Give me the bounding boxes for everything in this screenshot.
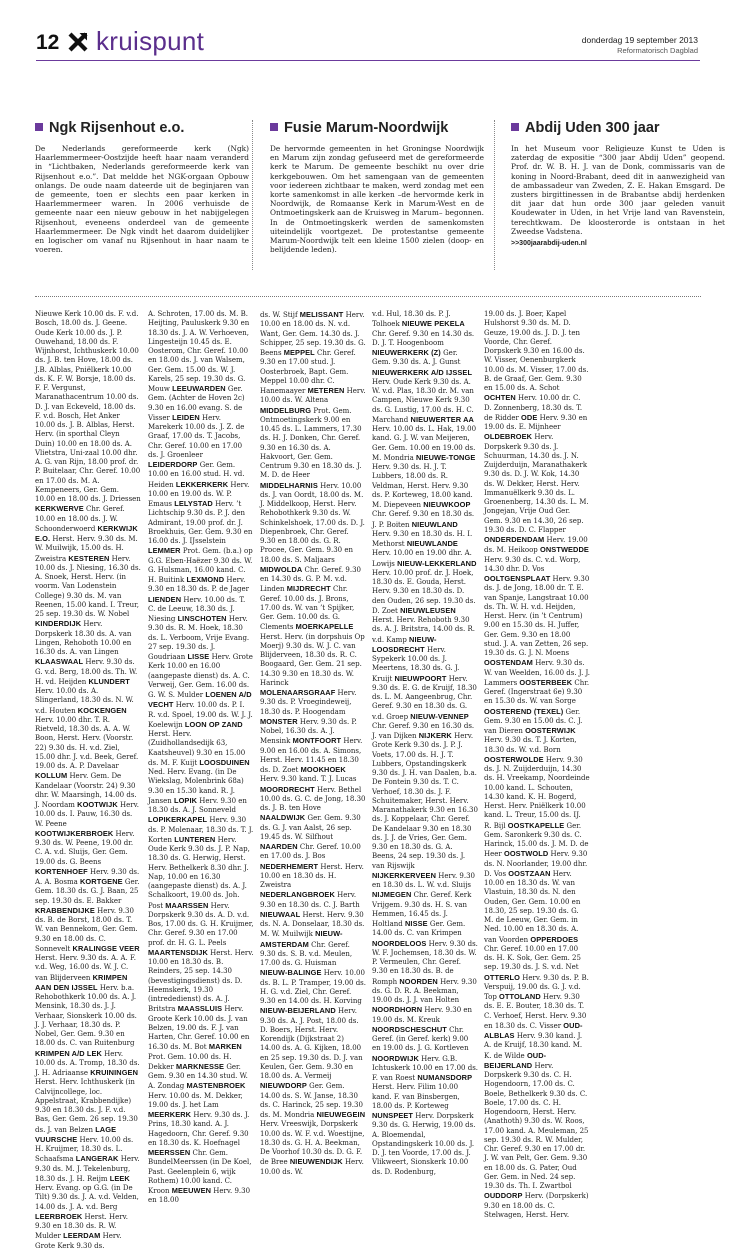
service-times: Prot. Gem. (b.a.) op G.G. Eben-Haëzer 9.30 ds. W. G. Hulsman, 16.00 kand. C. H. Buitink (148, 547, 253, 584)
service-times: Ger. Gem. 18.30 ds. G. J. Baan, 25 sep. 19.30 ds. E. Bakker (35, 878, 140, 905)
place-name: OTTOLAND (499, 992, 541, 1001)
place-name: KLUNDERT (88, 676, 130, 686)
service-times: Herv. 10.00 ds. H. Kruijmer, 18.30 ds. L. Schaafsma (35, 1135, 134, 1164)
service-times: Herv. 10.00 ds. T. C. de Leeuw, 18.30 ds. J. Niesing (148, 595, 246, 623)
service-times: Herv. 9.30 en 18.30 ds. L. W. v.d. Sluijs (372, 871, 476, 889)
service-times: Chr. Geref. (in Geref. kerk) 9.00 en 19.00 ds. J. G. Kortleven (372, 1025, 469, 1053)
service-times: Chr. Geref. 10.00 en 18.00 ds. J. W. Schoonderwoerd (35, 505, 125, 533)
bullet-square-icon (35, 123, 43, 131)
listing-text (260, 310, 366, 1177)
service-times: Herv. 10.00 en 19.00 ds. W. P. Emaus (148, 480, 250, 508)
place-name: OOSTWOLD (503, 849, 549, 859)
service-times: Chr. Geref. 9.30 en 18.30 ds. J. P. Boiten (372, 510, 475, 529)
article-title: Abdij Uden 300 jaar (525, 120, 660, 136)
service-times: Herv. 9.30 ds. A. J. Post, 18.00 ds. D. Boers, Herst. Herv. Korendijk (Dijkstraat 2) 14.00 ds. A. G. Kijken, 18.00 en 25 sep. 19.30 ds. D. J. van Keulen, Ger. Gem. 9.30 en 18.00 ds. A. Vermeij (260, 1007, 363, 1080)
service-times: Herv. 9.30 ds. W. van Weelden, 16.00 ds. J. J. Lammers (484, 659, 591, 687)
listing-column (484, 310, 591, 1219)
place-name: NIEUWLANDE (406, 539, 458, 548)
service-times: Herv. 10.00 ds. W. Altena (260, 387, 366, 405)
article-abdij-uden (511, 120, 725, 247)
place-name: KRIMPEN A/D LEK (35, 1048, 102, 1058)
page-number: 12 (36, 31, 60, 54)
service-times: Herv. 9.30 en 18.30 ds. H. I. Methorst (372, 529, 473, 548)
service-times: Herv. 9.30 kand. J. A. de Kruijf, 18.30 kand. M. K. de Wilde (484, 1032, 583, 1060)
place-name: ODE (521, 412, 538, 422)
service-times: Prot. Gem. 10.00 ds. H. Dekker (148, 1052, 232, 1071)
service-times: Ger. Gem. 9.30 en 15.00 ds. C. J. van Dieren (484, 707, 583, 735)
place-name: OUDDORP (484, 1191, 523, 1201)
service-times: Herv. 9.30 ds. N. Noorlander, 19.00 dhr. D. Vos (484, 850, 588, 878)
place-name: KRIMPEN AAN DEN IJSSEL (35, 972, 128, 992)
column-divider (252, 120, 253, 270)
listing-text (148, 310, 254, 1206)
place-name: NAALDWIJK (260, 813, 306, 823)
service-times: Herst. Herv. (Zuidhollandsedijk 63, Kaatsheuvel) 9.30 en 15.00 ds. M. F. Kuijt (148, 730, 246, 767)
place-name: MIDDELBURG (260, 405, 312, 415)
service-times: Ger. Gem. 14.00 ds. S. W. Janse, 18.30 ds. C. Harinck, 25 sep. 19.30 ds. M. Mondria (260, 1082, 363, 1119)
service-times: Herv. Evang. op G.G. (in De Tilt) 9.30 ds. J. A. v.d. Velden, 14.00 ds. J. A. v.d. Berg (35, 1184, 139, 1211)
service-times: Herv. Oude Kerk 9.30 ds. A. W. v.d. Plas, 18.30 dr. M. van Campen, Nieuwe Kerk 9.30 ds. G. Lustig, 17.00 ds. H. C. Marchand (372, 377, 474, 424)
service-times: Herst. Herv. Ichthuskerk (in Calvijncollege, loc. Appelstraat, Krabbendijke) 9.30 en 18.30 ds. J. F. v.d. Bas, Ger. Gem. 26 sep. 19.30 ds. J. van Belzen (35, 1078, 138, 1134)
listing-text (484, 310, 590, 1220)
publication-name: Reformatorisch Dagblad (617, 46, 698, 55)
service-times: Herv. 9.30 en 18.30 ds. C. J. Barth (260, 891, 360, 909)
service-times: Herv. 9.30 en 18.00 (148, 1187, 251, 1205)
place-name: MEPPEL (283, 348, 315, 357)
service-times: Herst. Herv. 10.00 en 18.30 ds. H. Zweistra (260, 862, 364, 889)
service-times: Chr. Geref. Kerk Vrijgem. 9.30 ds. H. S. van Hemmen, 16.45 ds. J. Holtland (372, 891, 472, 928)
listing-column (148, 310, 254, 1205)
place-name: KERKWIJK E.O. (35, 523, 138, 543)
service-times: Herv. 10.00 ds. J. Niesing, 16.30 ds. A. Snoek, Herst. Herv. (in voorm. Van Lodenstein College) 9.30 ds. M. van Reenen, 15.00 kand. I. Treur, 25 sep. 19.30 ds. W. Nobel (35, 554, 141, 618)
service-times: Herv. 10.00 en 19.00 dhr. A. Lowijs (372, 549, 472, 568)
service-times: Herv. Grote Kerk 9.30 ds. (35, 1232, 122, 1250)
service-times: Herv. 9.30 ds. G. v.d. Berg, 18.00 ds. Th. W. H. vd. Heijden (35, 658, 138, 686)
service-times: Herv. 9.30 en 19.00 ds. E. Mijnheer (484, 413, 588, 431)
service-times: Herv. 9.30 ds. J. Prins, 18.30 kand. A. J. Hagedoorn, Chr. Geref. 9.30 en 18.30 ds. K. Hoefnagel (148, 1111, 250, 1147)
place-name: NIJKERK (418, 731, 452, 740)
service-times: Chr. Geref. 10.00 ds. J. Brons, 17.00 ds. W. van ’t Spijker, Ger. Gem. 10.00 ds. G. Clements (260, 585, 355, 632)
place-name: OOSTEREND (TEXEL) (484, 706, 564, 716)
place-name: NIEUWE PEKELA (401, 319, 465, 329)
place-name: MEEUWEN (171, 1186, 212, 1195)
place-name: METEREN (307, 386, 345, 395)
place-name: NIEUWAAL (260, 909, 301, 919)
service-times: Herv. Marekerk 10.00 ds. J. Z. de Graaf, 17.00 ds. T. Jacobs, Chr. Geref. 10.00 en 17.00 ds. J. Groenleer (148, 413, 245, 459)
listing-text (372, 310, 478, 1177)
service-times: Herv. 9.30 ds. P. Nobel, 16.30 ds. A. J. Mensink (260, 717, 357, 746)
service-times: Herv. Dorpskerk 18.30 ds. A. van Lingen, Rehoboth 10.00 en 16.30 ds. A. van Lingen (35, 620, 132, 656)
service-times: Herv. 9.30 ds. A. A. Bosma (35, 867, 140, 886)
church-services-listing (35, 310, 703, 1250)
place-name: OLDEBROEK (484, 432, 533, 442)
place-name: MAARTENSDIJK (148, 947, 208, 957)
service-times: Herv. 9.30 ds. E. E. Bouter, 18.30 ds. T. C. Verhoef, Herst. Herv. 9.30 en 18.30 ds. C. Visser (484, 993, 587, 1030)
place-name: MOERKAPELLE (295, 622, 354, 632)
listing-column (372, 310, 479, 1176)
page-header (0, 0, 738, 64)
place-name: KORTENHOEF (35, 866, 88, 876)
place-name: NUMANSDORP (417, 1073, 473, 1082)
place-name: LEEK (109, 1173, 130, 1183)
place-name: NEDERHEMERT (260, 861, 319, 871)
place-name: LEEUWARDEN (172, 384, 226, 393)
place-name: OCHTEN (484, 393, 516, 403)
place-name: KRABBENDIJKE (35, 905, 95, 915)
issue-date: donderdag 19 september 2013 (581, 35, 698, 45)
service-times: Herst. Herv. Filim 10.00 kand. F. van Binsbergen, 18.00 ds. P. Korteweg (372, 1083, 460, 1110)
place-name: NOORDSCHESCHUT (372, 1024, 447, 1034)
article-title: Ngk Rijsenhout e.o. (49, 120, 185, 136)
service-times: Herv. 10.00 ds. M. Dekker, 19.00 ds. J. het Lam (148, 1091, 243, 1109)
place-name: MEERSSEN (148, 1148, 191, 1157)
service-times: Herv. 10.00 dr. C. D. Zonnenberg, 18.30 ds. T. de Ridder (484, 394, 583, 422)
service-times: Chr. Geref. 9.30 en 16.30 ds. J. van Dijken (372, 721, 475, 740)
article-body: De hervormde gemeenten in het Groningse Noordwijk en Marum zijn zondag gefuseerd met de gereformeerde kerk te Marum. De gemeente beschikt nu over drie kerkgebouwen. Om het samengaan van de gemeenten voor iedereen zichtbaar te maken, werd zondag met een korte samenkomst in alle kerken –de hervormde kerk in Noordwijk, de Romaanse Kerk in Marum-West en de Ontmoetingskerk aan de Kruisweg in Marum– begonnen. In de Ontmoetingskerk werden de samenkomsten uiteindelijk voortgezet. De protestantse gemeente Marum-Noordwijk telt een kleine 1500 zielen (doop- en belijdende leden). (270, 144, 484, 255)
place-name: MOLENAARSGRAAF (260, 688, 336, 697)
place-name: NAARDEN (260, 842, 298, 851)
service-times: Ger. Gem. Saronkerk 9.30 ds. C. Harinck, 15.00 ds. J. M. D. de Heer (484, 821, 589, 859)
service-times: Herv. 9.30 kand. T. J. Lucas (260, 775, 357, 784)
place-name: NOORDHORN (372, 1005, 423, 1015)
place-name: MARKEN (208, 1042, 242, 1052)
service-times: Herv. 10.00 ds. J. van Oordt, 18.00 ds. M. J. Middelkoop, Herst. Herv. Rehobothkerk 9.30 ds. W. Schinkelshoek, 17.00 ds. D. J. Diepenbroek, Chr. Geref. 9.30 en 18.00 ds. G. R. Procee, Ger. Gem. 9.30 en 18.00 ds. S. Maljaars (260, 481, 365, 564)
place-name: NIEUW-BEIJERLAND (260, 1006, 336, 1016)
place-name: LEIDERDORP (148, 460, 198, 469)
service-times: Herv. 9.30 ds. H. J. T. Lubbers, 18.00 ds. R. Veldman, Herst. Herv. 9.30 ds. P. Korteweg, 18.00 kand. M. Diepeveen (372, 463, 473, 509)
place-name: OUD-ALBLAS (484, 1020, 583, 1040)
article-heading (511, 120, 725, 137)
article-ngk-rijsenhout (35, 120, 249, 254)
service-times: Herst. Herv. Rehoboth 9.30 ds. A. J. Britstra, 14.00 ds. R. v.d. Kamp (372, 616, 475, 644)
place-name: NIJMEGEN (372, 890, 412, 900)
place-name: MOORDRECHT (260, 784, 315, 794)
service-times: Herv. Grote Kerk 9.30 ds. J. P. J. Voets, 17.00 ds. H. J. T. Lubbers, Opstandingskerk 9.30 ds. J. H. van Daalen, b.a. De Fontein 9.30 ds. T. C. Verhoef, 18.30 ds. J. F. Schuitemaker, Herst. Herv. Maranathakerk 9.30 en 16.30 ds. J. Koppelaar, Chr. Geref. De Kandelaar 9.30 en 18.30 ds. J. J. de Vries, Ger. Gem. 9.30 en 18.30 ds. G. A. Beens, 24 sep. 19.30 ds. J. van Rijswijk (372, 732, 478, 870)
service-times: Chr. Geref. 9.30 en 14.30 ds. G. P. M. v.d. Linden (260, 565, 361, 594)
service-times: Herv. 10.00 en 18.30 ds. W. van Vlastuin, 18.30 ds. N. den Ouden, Ger. Gem. 10.00 en 18.30, 25 sep. 19.30 ds. G. M. de Leeuw, Ger. Gem. in Ned. 10.00 en 18.30 ds. A. van Voorden (484, 869, 581, 944)
place-name: KESTEREN (68, 553, 110, 563)
place-name: OPPERDOES (530, 934, 579, 944)
service-times: Herv. 10.00 prof. dr. J. Hoek, 18.30 ds. E. Gouda, Herst. Herv. 9.30 en 18.30 ds. D. den Ouden, 26 sep. 19.30 ds. D. Zoet (372, 568, 476, 615)
listing-text (35, 310, 141, 1251)
place-name: NIJKERKERVEEN (372, 870, 437, 880)
service-times: Ger. Gem. (Achter de Hoven 2c) 9.30 en 16.00 evang. S. de Visser (148, 385, 245, 422)
place-name: OOSTERWOLDE (484, 754, 544, 764)
place-name: ONSTWEDDE (540, 545, 589, 555)
service-times: Herv. 9.30 ds. P. Vroegindeweij, 18.30 ds. P. Hoogendam (260, 689, 357, 716)
place-name: NIEUW-LEKKERLAND (397, 558, 477, 568)
service-times: Ger. Gem. 9.30 ds. A. J. Gunst (372, 349, 461, 367)
service-times: Herv. b.a. Rehobothkerk 10.00 ds. A. J. Mensink, 18.30 ds. J. J. Verhaar, Sionskerk 10.00 ds. J. J. Verhaar, 18.30 ds. P. Nobel, Ger. Gem. 9.30 en 18.00 ds. C. van Ruitenburg (35, 983, 137, 1048)
place-name: KERKWERVE (35, 504, 84, 514)
place-name: MEERKERK (148, 1110, 192, 1119)
service-times: Herv. 9.30 ds. M. J. Tekelenburg, 18.30 ds. J. H. Reijm (35, 1155, 140, 1183)
place-name: NIEUWEGEIN (316, 1110, 366, 1119)
place-name: KINDERDIJK (35, 619, 82, 629)
place-name: NIEUW-BALINGE (260, 968, 322, 978)
place-name: LOENEN A/D VECHT (148, 690, 252, 710)
place-name: MASTENBROEK (186, 1081, 246, 1091)
place-name: LISSE (187, 652, 210, 661)
place-name: KRALINGSE VEER (72, 943, 140, 953)
service-times: Ger. Gem. 14.00 ds. C. van Krimpen (372, 920, 466, 938)
service-times: Herv. 9.30 ds. W. Peene, 19.00 dr. C. A. v.d. Sluijs, Ger. Gem. 19.00 ds. G. Beens (35, 829, 135, 866)
service-times: Herst. Herv. 9.30 ds. M. W. Muilwijk, 15.00 ds. H. Zweistra (35, 535, 138, 563)
place-name: LANGERAK (75, 1154, 119, 1164)
place-name: NOORDEN (399, 976, 438, 986)
place-name: LEERBROEK (35, 1211, 83, 1221)
service-times: Herv. G.B. Ichtuskerk 10.00 en 17.00 ds. F. van Roest (372, 1054, 479, 1082)
place-name: MONTFOORT (292, 736, 342, 746)
place-name: MELISSANT (299, 310, 344, 319)
article-fusie-marum (270, 120, 484, 254)
service-times: Herv. 9.30 ds. E. G. de Kruijf, 18.30 ds. L. M. Aangeenbrug, Chr. Geref. 9.30 en 18.30 ds. G. v.d. Groep (372, 674, 477, 721)
place-name: OUD-BEIJERLAND (484, 1050, 547, 1070)
service-times: Herv. 9.30 en 18.30 ds. P. de Jager (148, 576, 250, 594)
place-name: LOPIK (173, 795, 198, 805)
service-times: ds. W. Stijf (260, 311, 300, 319)
place-name: LOON OP ZAND (184, 719, 243, 729)
place-name: NIEUW-VENNEP (410, 711, 469, 721)
place-name: NIEUWENDIJK (289, 1157, 343, 1167)
article-heading (35, 120, 249, 137)
service-times: Ger. Gem. 9.30 ds. G. J. van Aalst, 26 sep. 19.45 ds. W. Silfhout (260, 814, 361, 841)
place-name: NOORDWIJK (372, 1053, 419, 1063)
place-name: OOSTENDAM (484, 658, 533, 668)
service-times: Herv. 9.30 ds. R. M. Hoek, 18.30 ds. L. Verboom, Vrije Evang. 27 sep. 19.30 ds. J. Goudriaan (148, 615, 250, 661)
place-name: KORTGENE (80, 877, 123, 886)
service-times: Herv. (Dorpskerk) 9.30 en 18.00 ds. C. Stelwagen, Herst. Herv. (484, 1192, 589, 1219)
place-name: NIEUW-AMSTERDAM (260, 929, 343, 949)
service-times: Chr. Geref. 9.30 en 17.00 stud. J. Oosterbroek, Bapt. Gem. Meppel 10.00 dhr. C. Hanemaayer (260, 349, 356, 395)
bullet-square-icon (270, 123, 278, 131)
place-name: LOPIKERKAPEL (148, 815, 208, 825)
place-name: NEDERLANGBROEK (260, 890, 335, 900)
listing-column (260, 310, 366, 1176)
service-times: Herv. 9.30 ds. P. Molenaar, 18.30 ds. T. J. Korten (148, 816, 254, 844)
service-times: v.d. Hul, 18.30 ds. P. J. Tolhoek (372, 310, 451, 329)
place-name: NIEUWERTER AA (410, 414, 474, 424)
place-name: MOOKHOEK (300, 765, 346, 774)
place-name: LEXMOND (186, 575, 225, 584)
service-times: Herv. 19.00 ds. M. Heikoop (484, 536, 588, 555)
place-name: NOORDELOOS (372, 938, 427, 948)
place-name: NIEUWLEUSEN (400, 605, 456, 615)
place-name: LUNTEREN (174, 834, 216, 844)
place-name: MONSTER (260, 716, 298, 726)
place-name: OTTERLO (484, 972, 521, 982)
place-name: NIEUW-LOOSDRECHT (372, 634, 437, 654)
service-times: Ger. Gem. 9.30 en 14.30 stud. W. A. Zondag (148, 1062, 248, 1091)
place-name: MIJDRECHT (286, 584, 331, 594)
listing-column (35, 310, 141, 1250)
service-times: Herv. 9.30 ds. G. D. R. A. Beekman, 19.00 ds. J. J. van Holten (372, 977, 477, 1004)
service-times: Herv. Groote Kerk 10.00 ds. J. van Belzen, 19.00 ds. F. J. van Harten, Chr. Geref. 10.00 en 16.30 ds. M. Bot (148, 1005, 250, 1052)
service-times: Chr. Geref. 10.00 en 17.00 ds. H. K. Sok, Ger. Gem. 25 sep. 19.30 ds. J. S. v.d. Net (484, 944, 581, 972)
service-times: Nieuwe Kerk 10.00 ds. F. v.d. Bosch, 18.00 ds. J. Geene. Oude Kerk 10.00 ds. J. P. Ouwehand, 18.00 ds. F. Wijnhorst, Ichthuskerk 10.00 ds. J. B. ten Hove, 18.00 ds. J.B. Alblas, Pniëlkerk 10.00 ds. K. F. W. Borsje, 18.00 ds. F. F. Vergunst, Maranathacentrum 10.00 ds. D. J. van Eckeveld, 18.00 ds. F. v.d. Bosch, Het Anker 10.00 ds. J. B. Alblas, Herst. Herv. (in sporthal Cleyn Duin) 10.00 en 18.00 ds. A. Vlietstra, Uni-zaal 10.00 dhr. A. G. van Rijn, 18.00 prof. dr. P. Buitelaar, Chr. Geref. 10.00 en 17.00 ds. M. A. Kempeneers, Ger. Gem. 10.00 en 18.00 ds. J. Driessen (35, 310, 141, 503)
service-times: Herv. Vreeswijk, Dorpskerk 10.00 ds. W. F. v.d. Woestijne, 18.30 ds. G. H. A. Beekman, De Voorhof 10.30 ds. D. G. F. de Bree (260, 1120, 365, 1167)
service-times: Herst. Herv. 10.00 en 18.30 ds. B. Reinders, 25 sep. 14.30 (bevestigingsdienst) ds. D. Heemskerk, 19.30 (intrededienst) ds. A. J. Britstra (148, 948, 254, 1014)
service-times: Chr. Geref. 10.00 en 17.00 ds. J. Bos (260, 843, 361, 861)
service-times: A. Schroten, 17.00 ds. M. B. Heijting, Pauluskerk 9.30 en 18.30 ds. J. A. W. Verhoeven, Lingesteijn 10.45 ds. E. Oosterom, Chr. Geref. 10.00 en 18.00 ds. J. van Walsem, Ger. Gem. 15.00 ds. W. J. Karels, 25 sep. 19.30 ds. G. Mouw (148, 310, 250, 393)
kruispunt-logo-icon (67, 31, 89, 53)
service-times: Chr. Geref. 9.30 ds. S. B. v.d. Meulen, 17.00 ds. G. Huisman (260, 940, 353, 967)
service-times: Herv. 9.30 en 19.00 ds. M. Kreuk (372, 1006, 473, 1024)
place-name: OOSTZAAN (508, 868, 551, 878)
place-name: LOOSDUINEN (199, 757, 250, 767)
place-name: LEMMER (148, 546, 181, 556)
place-name: KLAASWAAL (35, 657, 84, 667)
service-times: Herv. Bethel 10.00 ds. G. C. de Jong, 18.30 ds. J. B. ten Hove (260, 785, 366, 812)
place-name: OOSTERBEEK (519, 677, 573, 687)
service-times: Herv. 10.00 ds. B. L. P. Tramper, 19.00 ds. H. G. v.d. Ziel, Chr. Geref. 9.30 en 14.00 ds. H. Korving (260, 969, 366, 1005)
bullet-square-icon (511, 123, 519, 131)
place-name: MIDWOLDA (260, 564, 303, 574)
article-heading (270, 120, 484, 137)
service-times: Chr. Geref. (Ingerstraat 6e) 9.30 en 15.30 ds. W. van Sorge (484, 678, 590, 706)
place-name: LELYSTAD (174, 499, 213, 508)
service-times: Chr. Geref. 9.30 en 14.30 ds. D. J. T. Hoogenboom (372, 329, 475, 347)
place-name: NIEUWERKERK A/D IJSSEL (372, 367, 473, 377)
place-name: NIEUWPOORT (394, 673, 447, 683)
place-name: LEKKERKERK (175, 479, 229, 489)
service-times: Herv. 9.30 ds. J. de Jong, 18.00 dr. T. E. van Spanje, Langstraat 10.00 ds. Th. W. H. v.d. Heijden, Herst. Herv. (in ’t Centrum) 9.00 en 15.30 ds. H. Juffer, Ger. Gem. 9.30 en 18.00 stud. J. A. van Zetten, 26 sep. 19.30 ds. G. J. N. Moens (484, 575, 590, 657)
service-times: Prot. Gem. Ontmoetingskerk 9.00 en 10.45 ds. L. Lammers, 17.30 ds. H. J. Donken, Chr. Geref. 9.30 en 16.30 ds. A. Hakvoort, Ger. Gem. Centrum 9.30 en 18.30 ds. J. M. D. de Heer (260, 406, 362, 480)
service-times: Herv. 10.00 ds. A. Tromp, 18.30 ds. J. H. Adriaanse (35, 1049, 140, 1077)
place-name: LINSCHOTEN (177, 614, 227, 623)
place-name: NIEUWLAND (411, 519, 458, 529)
place-name: NIEUWE-TONGE (415, 452, 476, 462)
service-times: Herv. 9.30 ds. T. J. Korten, 18.30 ds. W. v.d. Born (484, 736, 577, 754)
article-body: In het Museum voor Religieuze Kunst te Uden is zaterdag de expositie “300 jaar Abdij Uden” geopend. Prof. dr. W. B. H. J. van de Donk, commissaris van de koning in Noord-Brabant, deed dit in aanwezigheid van de ambassadeur van Zweden, Z. E. Hakan Emsgard. De zusters birgittinessen in de Brabantse abdij herdenken dit jaar dat hun orde 300 jaar geleden vanuit Koudewater in Uden, in het Vrije land van Ravenstein, terechtkwam. De kloosterorde is ontstaan in het Zweedse Vadstena. (511, 144, 725, 236)
service-times: Herv. Grote Kerk 10.00 en 16.00 (aangepaste dienst) ds. A. C. Verweij, Ger. Gem. 16.00 ds. G. W. S. Mulder (148, 653, 253, 699)
service-times: Herv. 10.00 dhr. T. R. Rietveld, 18.30 ds. A. A. W. Boon, Herst. Herv. (Voorstr. 22) 9.30 ds. H. v.d. Ziel, 15.00 dhr. J. v.d. Beek, Geref. 19.00 ds. A. P. Davelaar (35, 715, 139, 770)
place-name: KOCKENGEN (77, 705, 127, 715)
place-name: NIEUWERKERK (Z) (372, 348, 441, 357)
service-times: Herv. Sypekerk 10.00 ds. J. Meertens, 18.30 ds. G. J. Kruijt (372, 645, 460, 683)
service-times: Herv. ’t Lichtschip 9.30 ds. P. J. den Admirant, 19.00 prof. dr. J. Broekhuis, Ger. Gem. 9.30 en 16.00 ds. J. IJsselstein (148, 500, 253, 545)
service-times: Herv. 10.00 ds. L. Hak, 19.00 kand. G. J. W. van Meijeren, Ger. Gem. 10.00 en 19.00 ds. M. Mondria (372, 425, 477, 462)
service-times: Herst. Herv. 9.30 ds. N. A. Donselaar, 18.30 ds. M. W. Muilwijk (260, 910, 365, 939)
place-name: LEIDEN (172, 412, 200, 422)
service-times: Herv. Dorpskerk 9.30 ds. A. D. v.d. Bos, 17.00 ds. G. H. Kruijmer, Chr. Geref. 9.30 en 17.00 prof. dr. H. G. L. Peels (148, 901, 254, 947)
place-name: LAGE VUURSCHE (35, 1124, 117, 1144)
place-name: NISSE (405, 919, 428, 928)
place-name: OOSTERWIJK (525, 726, 576, 735)
service-times: Ger. Gem. 10.00 en 16.00 stud. H. vd. Heiden (148, 461, 245, 489)
article-body: De Nederlands gereformeerde kerk (Ngk) Haarlemmermeer-Oostzijde heeft haar naam veranderd in “Lichtbaken, Nederlands gereformeerde kerk van Rijsenhout e.o.”. Dat meldde het NGK-orgaan Opbouw onlangs. De oude naam dateerde uit de beginjaren van de gemeente, toen er slechts een paar kerken in Haarlemmermeer waren. In 2006 verhuisde de gemeente naar een nieuw gebouw in het nabijgelegen Rijsenhout, eveneens onderdeel van de gemeente Haarlemmermeer. De Ngk vindt het daarom duidelijker en logischer om vanaf nu Rijsenhout in haar naam te voeren. (35, 144, 249, 255)
place-name: LIENDEN (148, 594, 182, 604)
place-name: NUNSPEET (372, 1111, 414, 1120)
header-divider (36, 60, 700, 61)
service-times: Ned. Herv. Evang. (in De Wiekslag, Molenbrink 68a) 9.30 en 15.30 kand. R. J. Jansen (148, 768, 244, 805)
service-times: Herv. 10.00 ds. I. Pauw, 16.30 ds. W. Peene (35, 801, 139, 828)
service-times: Herv. Dorpskerk 9.30 ds. G. Herwig, 19.00 ds. A. Bloemendal, Opstandingskerk 10.00 ds. J. D. J. ten Voorde, 17.00 ds. J. Vlikweert, Sionskerk 10.00 ds. D. Rodenburg, (372, 1112, 476, 1176)
service-times: Herv. 10.00 en 18.00 ds. N. v.d. Want, Ger. Gem. 14.30 ds. J. Schipper, 25 sep. 19.30 ds. G. Beens (260, 311, 366, 357)
service-times: Herv. 9.30 ds. C. v.d. Worp, 14.30 dhr. D. Vos (484, 555, 581, 573)
place-name: NIEUWDORP (260, 1081, 307, 1091)
place-name: MAARSSEN (165, 900, 209, 910)
service-times: Herv. 9.30 ds. W. F. Jochemsen, 18.30 ds. W. P. Vermeulen, Chr. Geref. 9.30 en 18.30 ds. B. de Romph (372, 939, 478, 986)
service-times: Herv. Dorpskerk 9.30 ds. C. H. Hogendoorn, 17.00 ds. C. Boele, Bethelkerk 9.30 ds. C. Boele, 17.00 ds. C. H. Hogendoorn, Herst. Herv. (Anathoth) 9.30 ds. W. Roos, 17.00 kand. A. Meuleman, 25 sep. 19.30 ds. R. W. Mulder, Chr. Geref. 9.30 en 17.00 dr. J. W. van Pelt, Ger. Gem. 9.30 en 18.00 ds. G. Pater, Oud Ger. Gem. in Ned. 24 sep. 19.30 ds. Th. I. Zwartbol (484, 1061, 589, 1190)
service-times: Herst. Herv. 9.30 ds. A. A. F. v.d. Weg, 16.00 ds. W. J. C. van Blijderveen (35, 954, 136, 982)
service-times: Herv. 10.00 ds. A. Slingerland, 18.30 ds. N. W. v.d. Houten (35, 687, 134, 715)
service-times: Herst. Herv. 9.30 en 18.30 ds. R. W. Mulder (35, 1212, 128, 1241)
place-name: KOOTWIJKERBROEK (35, 828, 114, 838)
service-times: Herv. 9.00 en 16.00 ds. A. Simons, Herst. Herv. 11.45 en 18.30 ds. D. Zoet (260, 737, 363, 774)
service-times: Herv. Gem. De Kandelaar (Voorstr. 24) 9.30 dhr. W. Maarsingh, 14.00 ds. J. Noordam (35, 772, 137, 809)
article-web-link[interactable]: >>300jaarabdij-uden.nl (511, 240, 587, 248)
place-name: MAASSLUIS (177, 1004, 223, 1014)
column-divider (494, 120, 495, 270)
service-times: Herv. 9.30 ds. B. de Borst, 18.00 ds. T. W. van Bennekom, Ger. Gem. 9.30 en 18.00 ds. C. Sonnevelt (35, 906, 138, 953)
place-name: MIDDELHARNIS (260, 480, 318, 490)
service-times: Herv. Oude Kerk 9.30 ds. J. P. Nap, 18.30 ds. G. Herwig, Herst. Herv. Bethelkerk 8.30 dhr. J. Nap, 10.00 en 16.30 (aangepaste dienst) ds. A. J. Schalkoort, 19.00 ds. Joh. Post (148, 835, 250, 910)
place-name: ONDERDENDAM (484, 535, 545, 544)
section-divider (35, 296, 701, 297)
service-times: Chr. Gem. BundelMeerssen (in De Koel, Past. Geelenplein 6, wijk Rothem) 10.00 kand. C. Kroon (148, 1149, 252, 1195)
service-times: Herv. 10.00 ds. P. I. R. v.d. Spoel, 19.00 ds. W. J. J. Koelewijn (148, 701, 253, 729)
service-times: Herv. Dorpskerk 9.30 ds. J. Schuurman, 14.30 ds. J. N. Zuijderduijn, Maranathakerk 9.30 ds. D. J. W. Kok, 14.30 ds. W. Dekker, Herst. Herv. Immanuëlkerk 9.30 ds. L. Groenenberg, 14.30 ds. L. M. Jongejan, Vrije Oud Ger. Gem. 9.30 en 14.30, 26 sep. 19.30 ds. D. C. Flapper (484, 433, 589, 534)
service-times: 19.00 ds. J. Boer, Kapel Hulshorst 9.30 ds. M. D. Geuze, 19.00 ds. J. D. J. ten Voorde, Chr. Geref. Dorpskerk 9.30 en 16.00 ds. W. Visser, Oenenburgkerk 10.00 ds. M. Visser, 17.00 ds. B. de Graaf, Ger. Gem. 9.30 en 15.00 ds. A. Schot (484, 310, 589, 392)
service-times: Herv. 10.00 ds. W. (260, 1158, 364, 1176)
section-title: kruispunt (96, 26, 205, 56)
service-times: Herv. 9.30 ds. P. B. Verspuij, 19.00 ds. G. J. v.d. Top (484, 973, 589, 1001)
article-title: Fusie Marum-Noordwijk (284, 120, 449, 136)
service-times: Herv. 9.30 en 18.30 ds. A. J. Sonneveld (148, 796, 247, 814)
place-name: KOLLUM (35, 771, 68, 781)
service-times: Herv. 9.30 ds. J. N. Zuijderduijn, 14.30 ds. H. Vreekamp, Noordeinde 10.00 kand. L. Schouten, 14.30 kand. K. H. Bogerd, Herst. Herv. Pniëlkerk 10.00 kand. L. Treur, 15.00 ds. IJ. R. Bijl (484, 755, 590, 830)
place-name: KOOTWIJK (77, 800, 118, 809)
place-name: KRUININGEN (90, 1068, 139, 1077)
place-name: MARKNESSE (175, 1061, 225, 1071)
place-name: OOLTGENSPLAAT (484, 574, 551, 583)
service-times: Herst. Herv. (in dorpshuis Op Moerj) 9.30 ds. W. J. C. van Blijderveen, 18.30 ds. R. C. Boogaard, Ger. Gem. 21 sep. 14.30 9.30 en 18.30 ds. W. Harinck (260, 632, 365, 687)
place-name: NIEUWKOOP (423, 500, 471, 509)
place-name: LEERDAM (63, 1231, 101, 1241)
place-name: OOSTKAPELLE (507, 820, 565, 830)
